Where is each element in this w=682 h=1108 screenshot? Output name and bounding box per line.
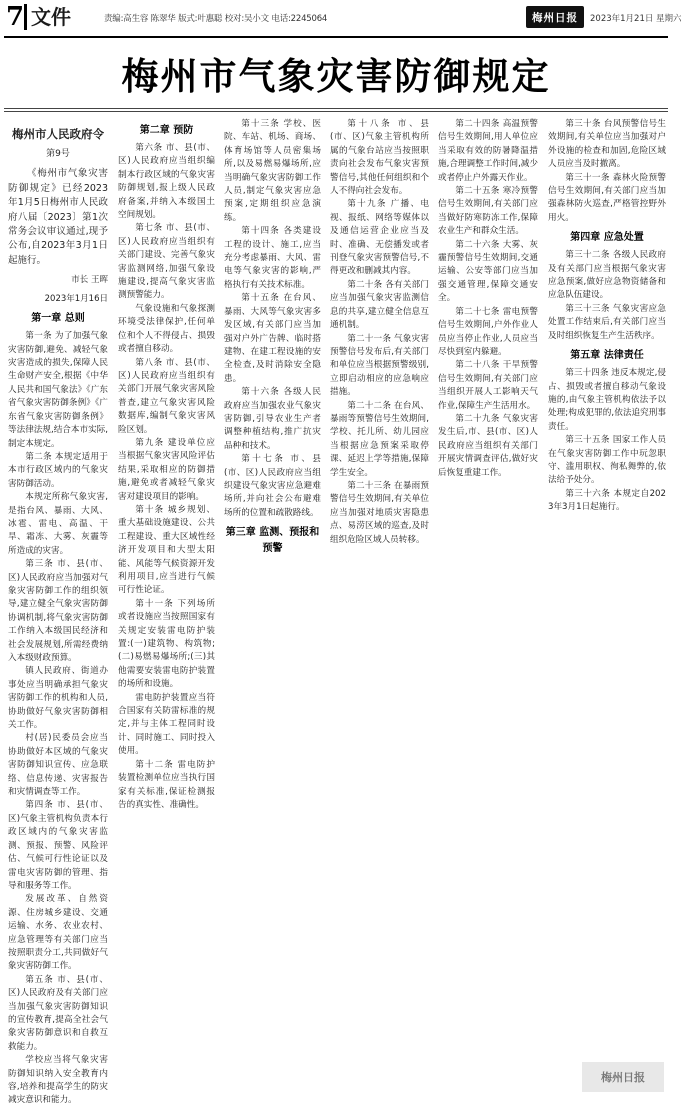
text-column-2	[118, 118, 215, 1078]
page-number: 7	[6, 2, 25, 32]
article-paragraph: 第二十七条 雷电预警信号生效期间,户外作业人员应当停止作业,人员应当尽快到室内躲避。	[438, 306, 538, 357]
footer-watermark-logo: 梅州日报	[582, 1062, 664, 1092]
chapter-heading: 第一章 总则	[31, 313, 85, 325]
sign-date: 2023年1月16日	[44, 294, 108, 305]
article-paragraph: 第三十四条 违反本规定,侵占、损毁或者擅自移动气象设施的,由气象主管机构依法予以处理;构成犯罪的,依法追究刑事责任。	[548, 368, 666, 432]
header-rule	[4, 36, 668, 38]
article-paragraph: 气象设施和气象探测环境受法律保护,任何单位和个人不得侵占、损毁或者擅自移动。	[118, 303, 215, 355]
article-paragraph: 第十三条 学校、医院、车站、机场、商场、体育场馆等人员密集场所,以及易燃易爆场所,应当明确气象灾害防御工作人员,制定气象灾害应急预案,定期组织应急演练。	[224, 119, 321, 223]
article-paragraph: 本规定所称气象灾害,是指台风、暴雨、大风、冰雹、雷电、高温、干旱、霜冻、大雾、灰霾等所造成的灾害。	[8, 492, 108, 556]
article-paragraph: 第二十条 各有关部门应当加强气象灾害监测信息的共享,建立健全信息互通机制。	[330, 279, 429, 331]
article-paragraph: 第七条 市、县(市、区)人民政府应当组织有关部门建设、完善气象灾害监测网络,加强气象设施建设,提高气象灾害监测预警能力。	[118, 223, 215, 301]
article-paragraph: 第三十条 台风预警信号生效期间,有关单位应当加强对户外设施的检查和加固,危险区域人员应当及时撤离。	[548, 119, 666, 170]
article-paragraph: 第六条 市、县(市、区)人民政府应当组织编制本行政区域的气象灾害防御规划,报上级人民政府备案,并纳入本级国土空间规划。	[118, 143, 215, 221]
text-column-5	[438, 118, 538, 1078]
article-paragraph: 第三十一条 森林火险预警信号生效期间,有关部门应当加强森林防火巡查,严格管控野外用火。	[548, 172, 666, 223]
article-paragraph: 第二十一条 气象灾害预警信号发布后,有关部门和单位应当根据预警级别,立即启动相应的应急响应措施。	[330, 333, 429, 398]
article-paragraph: 第三十三条 气象灾害应急处置工作结束后,有关部门应当及时组织恢复生产生活秩序。	[548, 303, 666, 341]
issue-date: 2023年1月21日 星期六	[590, 14, 682, 24]
editor-credits: 责编:高生容 陈翠华 版式:叶惠聪 校对:吴小文 电话:2245064	[104, 14, 328, 24]
text-column-1	[8, 118, 108, 1106]
text-column-6	[548, 118, 666, 1078]
article-paragraph: 第十四条 各类建设工程的设计、施工,应当充分考虑暴雨、大风、雷电等气象灾害的影响,严格执行有关技术标准。	[224, 226, 321, 290]
signer: 市长 王晖	[71, 275, 108, 286]
article-paragraph: 第四条 市、县(市、区)气象主管机构负责本行政区域内的气象灾害监测、预报、预警、风险评估、气候可行性论证以及雷电灾害防御的管理、指导和服务等工作。	[8, 800, 108, 891]
article-paragraph: 第二十二条 在台风、暴雨等预警信号生效期间,学校、托儿所、幼儿园应当根据应急预案采取停课、延迟上学等措施,保障学生安全。	[330, 400, 429, 478]
article-paragraph: 第九条 建设单位应当根据气象灾害风险评估结果,采取相应的防御措施,避免或者减轻气象灾害对建设项目的影响。	[118, 437, 215, 502]
article-paragraph: 第五条 市、县(市、区)人民政府及有关部门应当加强气象灾害防御知识的宣传教育,提高全社会气象灾害防御意识和自救互救能力。	[8, 974, 108, 1052]
chapter-heading: 第二章 预防	[139, 125, 194, 136]
article-paragraph: 第一条 为了加强气象灾害防御,避免、减轻气象灾害造成的损失,保障人民生命财产安全,根据《中华人民共和国气象法》《广东省气象灾害防御条例》《广东省气象灾害防御条例》等法律法规,结合本市实际,制定本规定。	[8, 331, 108, 449]
article-paragraph: 第二十五条 寒冷预警信号生效期间,有关部门应当做好防寒防冻工作,保障农业生产和群众生活。	[438, 186, 538, 237]
chapter-heading: 第三章 监测、预报和预警	[225, 527, 320, 555]
text-column-3	[224, 118, 321, 1078]
article-paragraph: 发展改革、自然资源、住房城乡建设、交通运输、水务、农业农村、应急管理等有关部门应当按照职责分工,共同做好气象灾害防御工作。	[8, 894, 108, 972]
article-title: 梅州市气象灾害防御规定	[121, 54, 551, 98]
article-paragraph: 第二十三条 在暴雨预警信号生效期间,有关单位应当加强对地质灾害隐患点、易涝区域的巡查,及时组织危险区域人员转移。	[330, 480, 429, 545]
article-paragraph: 第三十五条 国家工作人员在气象灾害防御工作中玩忽职守、滥用职权、徇私舞弊的,依法给予处分。	[548, 435, 666, 486]
article-paragraph: 第十条 城乡规划、重大基础设施建设、公共工程建设、重大区域性经济开发项目和大型太阳能、风能等气候资源开发利用项目,应当进行气候可行性论证。	[118, 504, 215, 596]
title-divider	[4, 108, 668, 109]
article-paragraph: 雷电防护装置应当符合国家有关防雷标准的规定,并与主体工程同时设计、同时施工、同时投入使用。	[118, 692, 215, 757]
article-paragraph: 第十九条 广播、电视、报纸、网络等媒体以及通信运营企业应当及时、准确、无偿播发或者刊登气象灾害预警信号,不得更改和删减其内容。	[330, 199, 429, 277]
text-column-4	[330, 118, 429, 1078]
chapter-heading: 第四章 应急处置	[570, 232, 644, 244]
article-paragraph: 第二十四条 高温预警信号生效期间,用人单位应当采取有效的防暑降温措施,合理调整工作时间,减少或者停止户外露天作业。	[438, 119, 538, 183]
article-paragraph: 第二十八条 干旱预警信号生效期间,有关部门应当组织开展人工影响天气作业,保障生产生活用水。	[438, 360, 538, 411]
article-paragraph: 第十七条 市、县(市、区)人民政府应当组织建设气象灾害应急避难场所,并向社会公布避难场所的位置和疏散路线。	[224, 454, 321, 518]
page-header	[0, 0, 682, 38]
order-intro: 《梅州市气象灾害防御规定》已经2023年1月5日梅州市人民政府八届〔2023〕第1次常务会议审议通过,现予公布,自2023年3月1日起施行。	[8, 168, 108, 266]
article-paragraph: 第十五条 在台风、暴雨、大风等气象灾害多发区域,有关部门应当加强对户外广告牌、临时搭建物、在建工程设施的安全检查,及时消除安全隐患。	[224, 293, 321, 384]
article-paragraph: 镇人民政府、街道办事处应当明确承担气象灾害防御工作的机构和人员,协助做好气象灾害防御相关工作。	[8, 666, 108, 731]
article-paragraph: 第三十二条 各级人民政府及有关部门应当根据气象灾害应急预案,做好应急物资储备和应急队伍建设。	[548, 250, 666, 301]
article-paragraph: 学校应当将气象灾害防御知识纳入安全教育内容,培养和提高学生的防灾减灾意识和能力。	[8, 1055, 108, 1106]
article-paragraph: 第十八条 市、县(市、区)气象主管机构所属的气象台站应当按照职责向社会发布气象灾害预警信号,其他任何组织和个人不得向社会发布。	[330, 119, 429, 197]
chapter-heading: 第五章 法律责任	[570, 350, 644, 362]
article-paragraph: 第二十九条 气象灾害发生后,市、县(市、区)人民政府应当组织有关部门开展灾情调查评估,做好灾后恢复重建工作。	[438, 413, 538, 478]
article-paragraph: 第八条 市、县(市、区)人民政府应当组织有关部门开展气象灾害风险普查,建立气象灾害风险数据库,编制气象灾害风险区划。	[118, 357, 215, 435]
section-name: 文件	[31, 5, 71, 29]
order-issuer: 梅州市人民政府令	[12, 127, 104, 141]
article-paragraph: 第二条 本规定适用于本市行政区域内的气象灾害防御活动。	[8, 451, 108, 489]
article-paragraph: 村(居)民委员会应当协助做好本区域的气象灾害防御知识宣传、应急联络、信息传递、灾害报告和灾情调查等工作。	[8, 733, 108, 798]
newspaper-logo: 梅州日报	[526, 6, 584, 28]
article-paragraph: 第十一条 下列场所或者设施应当按照国家有关规定安装雷电防护装置:(一)建筑物、构筑物;(二)易燃易爆场所;(三)其他需要安装雷电防护装置的场所和设施。	[118, 598, 215, 690]
header-bar	[24, 4, 27, 30]
article-paragraph: 第十六条 各级人民政府应当加强农业气象灾害防御,引导农业生产者调整种植结构,推广抗灾品种和技术。	[224, 387, 321, 451]
order-number: 第9号	[46, 149, 70, 159]
article-paragraph: 第二十六条 大雾、灰霾预警信号生效期间,交通运输、公安等部门应当加强交通管理,保障交通安全。	[438, 239, 538, 304]
article-paragraph: 第十二条 雷电防护装置检测单位应当执行国家有关标准,保证检测报告的真实性、准确性。	[118, 759, 215, 810]
title-divider-2	[4, 111, 668, 112]
article-paragraph: 第三十六条 本规定自2023年3月1日起施行。	[548, 488, 666, 513]
article-paragraph: 第三条 市、县(市、区)人民政府应当加强对气象灾害防御工作的组织领导,建立健全气象灾害防御协调机制,将气象灾害防御工作纳入本级国民经济和社会发展规划,所需经费纳入本级财政预算。	[8, 559, 108, 663]
